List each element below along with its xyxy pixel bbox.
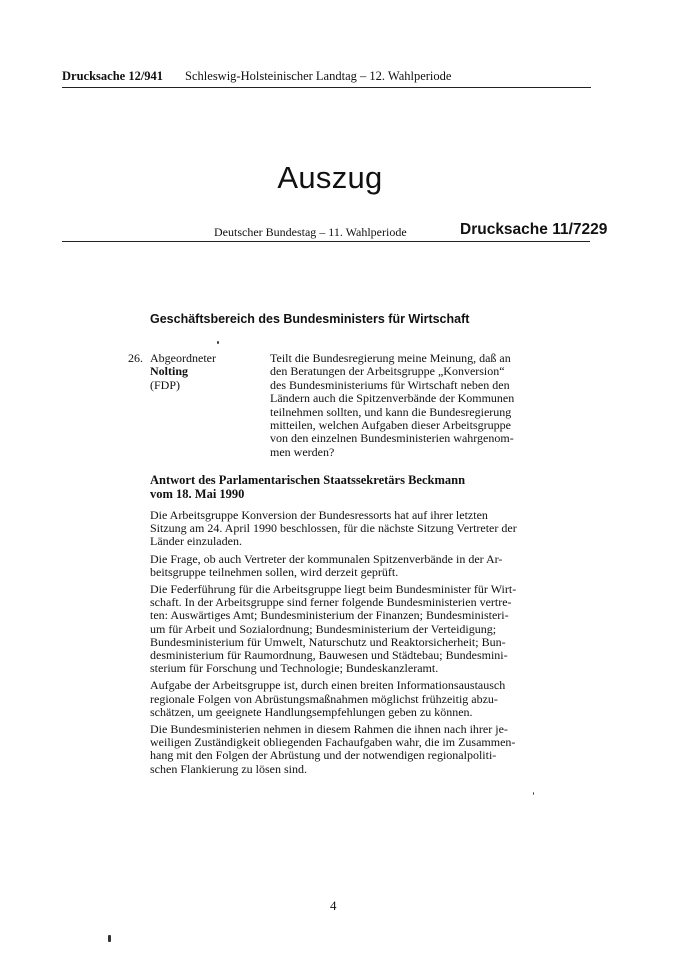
answer-line: sterium für Forschung und Technologie; Bundeskanzleramt. [150, 661, 439, 676]
page-title: Auszug [277, 160, 383, 195]
answer-line: hang mit den Folgen der Abrüstung und der notwendigen regionalpoliti- [150, 748, 497, 763]
answer-line: Die Bundesministerien nehmen in diesem Rahmen die ihnen nach ihrer je- [150, 722, 508, 737]
answer-line: Die Arbeitsgruppe Konversion der Bundesressorts hat auf ihrer letzten [150, 508, 488, 522]
answer-line: Sitzung am 24. April 1990 beschlossen, für die nächste Sitzung Vertreter der [150, 521, 517, 536]
questioner-party: (FDP) [150, 377, 181, 392]
question-line: des Bundesministeriums für Wirtschaft neben den [270, 377, 510, 392]
answer-line: weiligen Zuständigkeit obliegenden Fachaufgaben wahr, die im Zusammen- [150, 735, 516, 750]
question-line: Teilt die Bundesregierung meine Meinung, daß an [270, 351, 511, 365]
question-line: teilnehmen sollten, und kann die Bundesregierung [270, 404, 512, 419]
answer-line: Bundesministerium für Umwelt, Naturschutz und Reaktorsicherheit; Bun- [150, 634, 506, 649]
drucksache-bundestag: Drucksache 11/7229 [460, 221, 608, 238]
answer-line: regionale Folgen von Abrüstungsmaßnahmen möglichst frühzeitig abzu- [150, 691, 498, 706]
answer-line: beitsgruppe teilnehmen sollen, wird derzeit geprüft. [150, 564, 399, 579]
answer-line: schen Flankierung zu lösen sind. [150, 761, 307, 776]
page-number: 4 [330, 898, 337, 913]
landtag-wahlperiode: Schleswig-Holsteinischer Landtag – 12. Wahlperiode [185, 69, 452, 83]
header-rule [62, 87, 591, 88]
answer-line: Länder einzuladen. [150, 534, 242, 549]
questioner-role: Abgeordneter [150, 351, 216, 365]
answer-line: um für Arbeit und Sozialordnung; Bundesministerium der Verteidigung; [150, 621, 497, 636]
answer-line: ten: Auswärtiges Amt; Bundesministerium der Finanzen; Bundesministeri- [150, 608, 509, 623]
answer-line: Die Federführung für die Arbeitsgruppe liegt beim Bundesminister für Wirt- [150, 582, 517, 597]
question-line: Ländern auch die Spitzenverbände der Kommunen [270, 391, 515, 406]
answer-paragraph [150, 679, 505, 719]
answer-heading-line: vom 18. Mai 1990 [150, 487, 245, 501]
question-line: men werden? [270, 444, 335, 459]
top-header [62, 69, 451, 84]
subheader-rule [62, 241, 590, 242]
questioner-name: Nolting [150, 364, 189, 379]
answer-paragraph [150, 722, 516, 776]
answer-heading-line: Antwort des Parlamentarischen Staatssekretärs Beckmann [150, 473, 466, 487]
bundestag-wahlperiode: Deutscher Bundestag – 11. Wahlperiode [214, 225, 407, 239]
question-number: 26. [128, 351, 143, 365]
answer-paragraph [150, 508, 517, 549]
answer-paragraph [150, 582, 517, 676]
answer-body [150, 508, 517, 780]
answer-heading [150, 473, 465, 501]
answer-line: Aufgabe der Arbeitsgruppe ist, durch einen breiten Informationsaustausch [150, 678, 506, 693]
answer-line: Die Frage, ob auch Vertreter der kommunalen Spitzenverbände in der Ar- [150, 551, 503, 566]
drucksache-landtag: Drucksache 12/941 [62, 69, 164, 83]
answer-line: desministerium für Raumordnung, Bauwesen und Städtebau; Bundesmini- [150, 648, 508, 663]
question-line: mitteilen, welchen Aufgaben dieser Arbeitsgruppe [270, 418, 511, 433]
scan-speck [108, 935, 111, 942]
question-line: von den einzelnen Bundesministerien wahrgenom- [270, 431, 514, 446]
answer-line: schätzen, um geeignete Handlungsempfehlungen geben zu können. [150, 704, 473, 719]
answer-line: schaft. In der Arbeitsgruppe sind ferner folgende Bundesministerien vertre- [150, 595, 512, 610]
question-line: den Beratungen der Arbeitsgruppe „Konversion“ [270, 364, 505, 379]
scan-speck [217, 341, 219, 344]
scan-speck [533, 792, 534, 795]
answer-paragraph [150, 553, 505, 579]
question-text [270, 351, 515, 459]
section-title: Geschäftsbereich des Bundesministers für Wirtschaft [150, 312, 470, 326]
